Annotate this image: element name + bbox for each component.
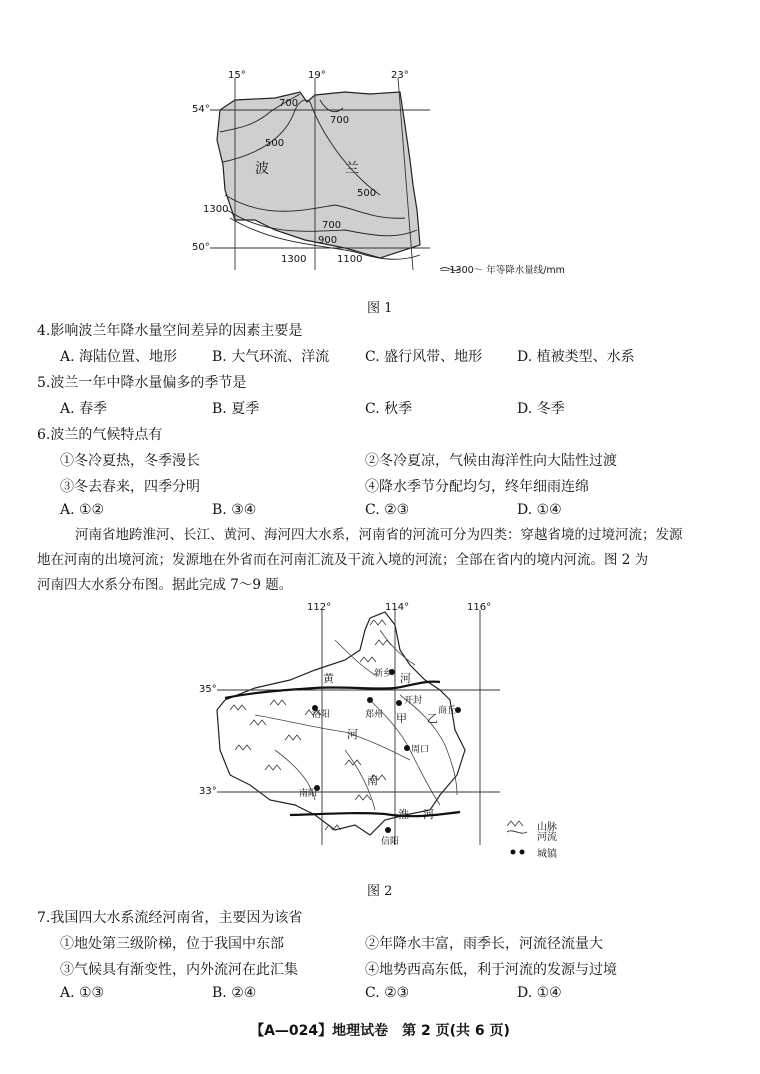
passage-line-3: 河南四大水系分布图。据此完成 7～9 题。 xyxy=(37,577,293,593)
question-7-stem: 7.我国四大水系流经河南省，主要因为该省 xyxy=(37,910,303,926)
q5-option-b[interactable]: B. 夏季 xyxy=(212,401,260,417)
lon-label-19: 19° xyxy=(308,70,326,81)
city-label: 商丘 xyxy=(438,706,457,716)
lon-label-116: 116° xyxy=(467,602,492,613)
isoline-label: 1100 xyxy=(337,254,363,265)
lon-label-23: 23° xyxy=(391,70,409,81)
q7-statement-3: ③气候具有渐变性，内外流河在此汇集 xyxy=(60,962,298,978)
q5-option-c[interactable]: C. 秋季 xyxy=(365,401,413,417)
legend-river: 河流 xyxy=(537,832,557,843)
q4-option-c[interactable]: C. 盛行风带、地形 xyxy=(365,349,483,365)
region-jia: 甲 xyxy=(396,712,407,725)
province-char: 南 xyxy=(367,774,378,787)
q4-option-a[interactable]: A. 海陆位置、地形 xyxy=(60,349,178,365)
country-char-1: 波 xyxy=(255,161,269,177)
lon-label-15: 15° xyxy=(228,70,246,81)
question-4-stem: 4.影响波兰年降水量空间差异的因素主要是 xyxy=(37,323,303,339)
city-label: 南阳 xyxy=(299,789,318,799)
lon-label-114: 114° xyxy=(385,602,410,613)
q6-statement-4: ④降水季节分配均匀，终年细雨连绵 xyxy=(365,479,589,495)
question-6-stem: 6.波兰的气候特点有 xyxy=(37,427,163,443)
river-char: 河 xyxy=(423,808,434,821)
question-5-stem: 5.波兰一年中降水量偏多的季节是 xyxy=(37,375,247,391)
isoline-label: 700 xyxy=(322,220,342,231)
q7-option-d[interactable]: D. ①④ xyxy=(517,985,562,1001)
city-label: 周口 xyxy=(411,745,430,755)
isoline-label: 700 xyxy=(279,98,299,109)
q7-option-a[interactable]: A. ①③ xyxy=(60,985,105,1001)
q6-statement-2: ②冬冷夏凉，气候由海洋性向大陆性过渡 xyxy=(365,453,617,469)
lat-label-54: 54° xyxy=(192,104,210,115)
region-yi: 乙 xyxy=(427,712,438,725)
river-char: 黄 xyxy=(323,672,334,685)
passage xyxy=(37,523,727,598)
q6-statement-1: ①冬冷夏热，冬季漫长 xyxy=(60,453,200,469)
province-char: 河 xyxy=(347,728,358,741)
lon-label-112: 112° xyxy=(307,602,332,613)
q5-option-d[interactable]: D. 冬季 xyxy=(517,401,565,417)
city-label: 信阳 xyxy=(381,837,400,847)
henan-map xyxy=(195,600,595,865)
q5-option-a[interactable]: A. 春季 xyxy=(60,401,108,417)
city-label: 开封 xyxy=(404,696,423,706)
lat-label-35: 35° xyxy=(199,684,217,695)
city-label: 郑州 xyxy=(365,710,384,720)
country-char-2: 兰 xyxy=(345,161,359,177)
q7-option-c[interactable]: C. ②③ xyxy=(365,985,410,1001)
q6-statement-3: ③冬去春来，四季分明 xyxy=(60,479,200,495)
lat-label-33: 33° xyxy=(199,786,217,797)
q4-option-b[interactable]: B. 大气环流、洋流 xyxy=(212,349,330,365)
isoline-label: 700 xyxy=(330,115,350,126)
q6-option-c[interactable]: C. ②③ xyxy=(365,502,410,518)
isoline-label: 900 xyxy=(318,235,338,246)
figure-2 xyxy=(195,600,595,865)
legend-mountain: 山脉 xyxy=(537,822,557,833)
isoline-label: 500 xyxy=(265,138,285,149)
city-label: 洛阳 xyxy=(312,710,331,720)
q7-statement-2: ②年降水丰富，雨季长，河流径流量大 xyxy=(365,936,603,952)
isoline-label: 1300 xyxy=(281,254,307,265)
legend-city: 城镇 xyxy=(537,849,557,860)
q7-option-b[interactable]: B. ②④ xyxy=(212,985,257,1001)
q7-statement-1: ①地处第三级阶梯，位于我国中东部 xyxy=(60,936,284,952)
figure-2-caption: 图 2 xyxy=(367,884,393,899)
q6-option-a[interactable]: A. ①② xyxy=(60,502,105,518)
passage-line-1: 河南省地跨淮河、长江、黄河、海河四大水系，河南省的河流可分为四类：穿越省境的过境河流；发源 xyxy=(75,527,683,543)
poland-shape xyxy=(217,92,420,258)
figure1-legend: —1300～ 年等降水量线/mm xyxy=(440,265,565,276)
page-footer: 【A—024】地理试卷 第 2 页(共 6 页) xyxy=(250,1023,510,1039)
figure-1 xyxy=(192,70,595,285)
river-char: 淮 xyxy=(398,808,409,821)
q4-option-d[interactable]: D. 植被类型、水系 xyxy=(517,349,635,365)
q6-option-d[interactable]: D. ①④ xyxy=(517,502,562,518)
lat-label-50: 50° xyxy=(192,242,210,253)
isoline-label: 1300 xyxy=(203,204,229,215)
passage-line-2: 地在河南的出境河流；发源地在外省而在河南汇流及干流入境的河流；全部在省内的境内河流。图 2 为 xyxy=(37,552,649,568)
river-char: 河 xyxy=(400,672,411,685)
q7-statement-4: ④地势西高东低，利于河流的发源与过境 xyxy=(365,962,617,978)
q6-option-b[interactable]: B. ③④ xyxy=(212,502,257,518)
isoline-label: 500 xyxy=(357,188,377,199)
figure-1-caption: 图 1 xyxy=(367,301,393,316)
city-label: 新乡 xyxy=(374,669,393,679)
